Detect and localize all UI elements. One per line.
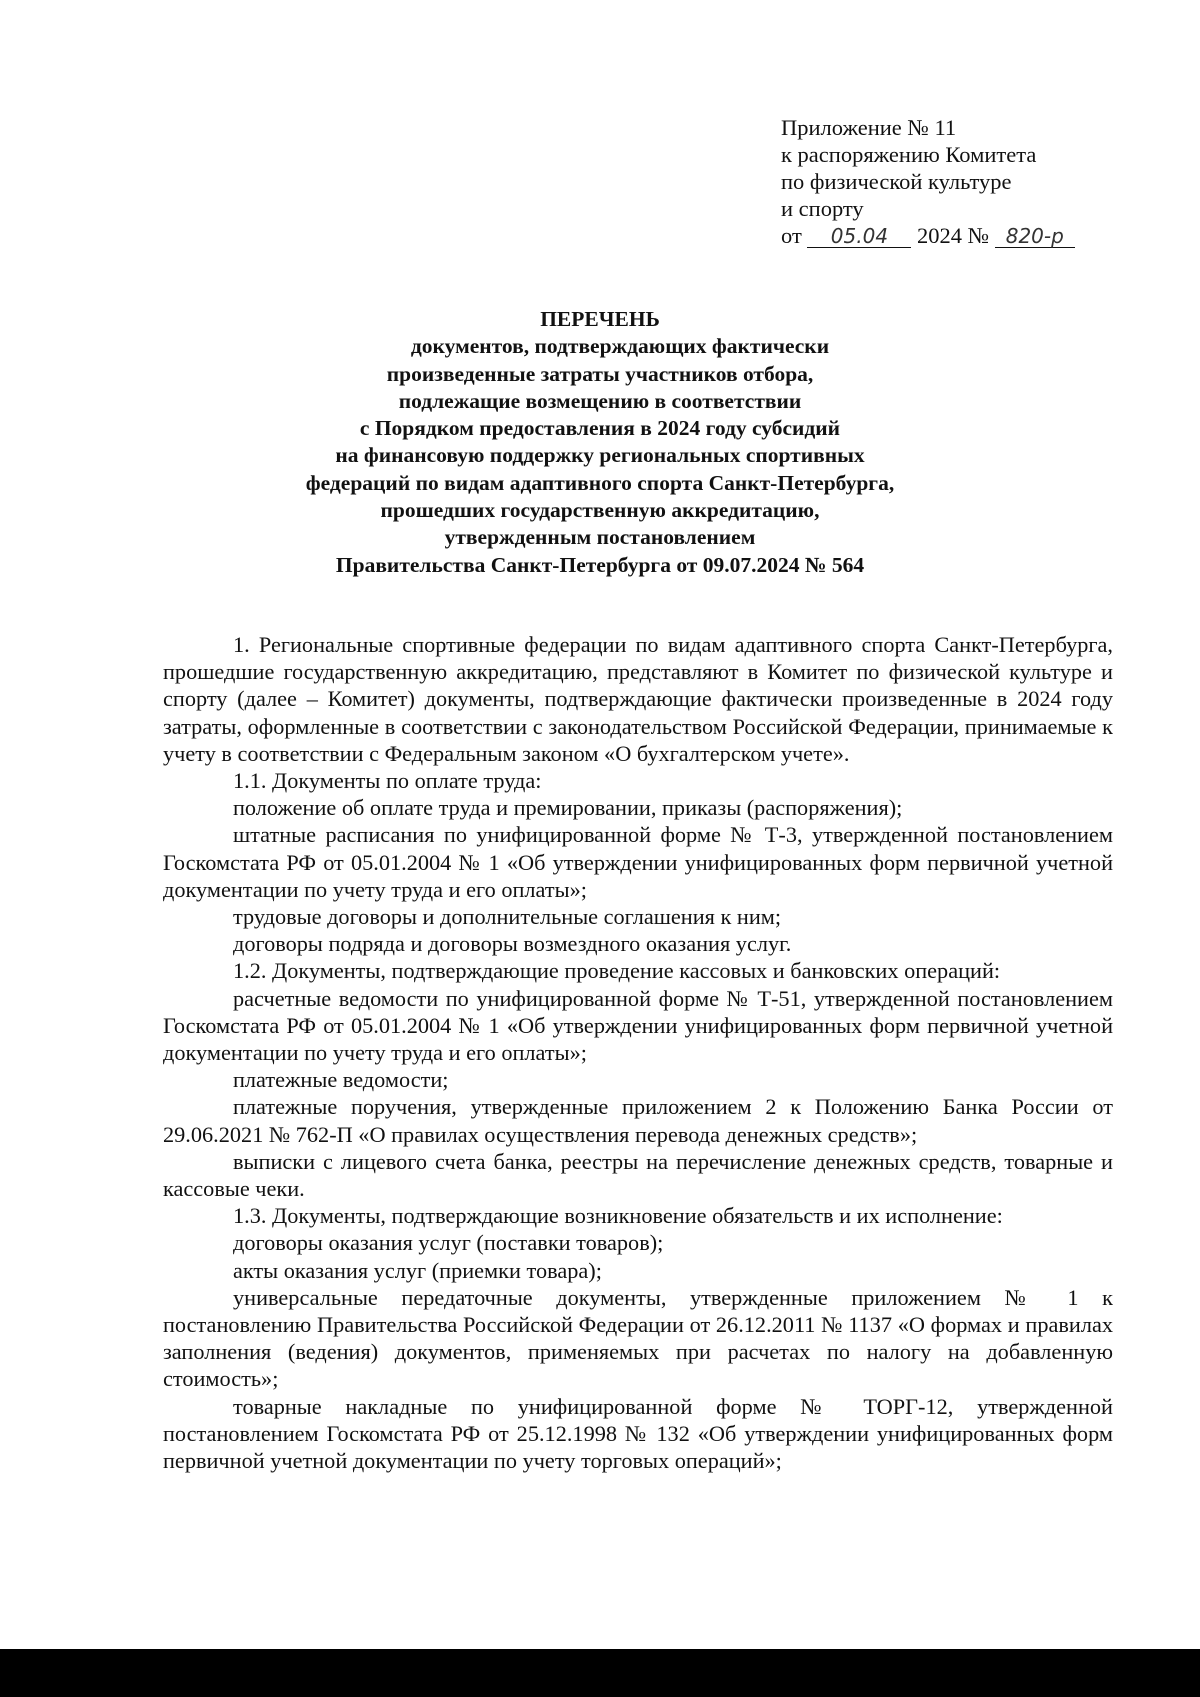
paragraph: товарные накладные по унифицированной форме № ТОРГ-12, утвержденной постановлением Госкомстата РФ от 25.12.1998 № 132 «Об утверждении унифицированных форм первичной учетной документации по учету торговых операций»; [163, 1393, 1113, 1474]
paragraph: штатные расписания по унифицированной форме № Т-3, утвержденной постановлением Госкомстата РФ от 05.01.2004 № 1 «Об утверждении унифицированных форм первичной учетной документации по учету труда и его оплаты»; [163, 822, 1113, 902]
title-line: документов, подтверждающих фактически [410, 334, 830, 359]
title-line: прошедших государственную аккредитацию, [380, 498, 820, 523]
title-line: подлежащие возмещению в соответствии [398, 388, 802, 413]
title-heading: ПЕРЕЧЕНЬ [540, 307, 660, 331]
scan-bottom-border [0, 1649, 1200, 1697]
paragraph: 1.1. Документы по оплате труда: [233, 768, 542, 794]
annex-block [781, 114, 1075, 249]
paragraph: трудовые договоры и дополнительные соглашения к ним; [233, 904, 782, 930]
paragraph: договоры подряда и договоры возмездного оказания услуг. [233, 931, 792, 957]
year-text: 2024 № [917, 223, 990, 248]
title-line: утвержденным постановлением [444, 525, 756, 550]
document-title [150, 306, 1050, 579]
paragraph: акты оказания услуг (приемки товара); [233, 1257, 602, 1283]
handwritten-number: 820-р [995, 225, 1075, 248]
paragraph: расчетные ведомости по унифицированной форме № Т-51, утвержденной постановлением Госкомстата РФ от 05.01.2004 № 1 «Об утверждении унифицированных форм первичной учетной документации по учету труда и его оплаты»; [163, 985, 1113, 1066]
title-line: с Порядком предоставления в 2024 году субсидий [359, 416, 841, 441]
paragraph: платежные ведомости; [233, 1067, 449, 1093]
document-body [163, 631, 1113, 1474]
paragraph: 1.3. Документы, подтверждающие возникновение обязательств и их исполнение: [233, 1203, 1003, 1229]
annex-line: к распоряжению Комитета [781, 142, 1037, 167]
paragraph: 1. Региональные спортивные федерации по видам адаптивного спорта Санкт-Петербурга, прошедшие государственную аккредитацию, представляют в Комитет по физической культуре и спорту (далее – Комитет) документы, подтверждающие фактически произведенные в 2024 году затраты, оформленные в соответствии с законодательством Российской Федерации, принимаемые к учету в соответствии с Федеральным законом «О бухгалтерском учете». [163, 632, 1113, 766]
title-line: федераций по видам адаптивного спорта Санкт-Петербурга, [305, 470, 895, 495]
paragraph: выписки с лицевого счета банка, реестры на перечисление денежных средств, товарные и кассовые чеки. [163, 1148, 1113, 1202]
paragraph: 1.2. Документы, подтверждающие проведение кассовых и банковских операций: [233, 958, 1001, 984]
annex-line: и спорту [781, 196, 864, 221]
handwritten-date: 05.04 [807, 225, 911, 248]
title-line: на финансовую поддержку региональных спортивных [335, 443, 865, 468]
paragraph: положение об оплате труда и премировании, приказы (распоряжения); [233, 795, 903, 821]
title-line: Правительства Санкт-Петербурга от 09.07.2024 № 564 [335, 552, 865, 577]
annex-line: Приложение № 11 [781, 115, 957, 140]
annex-date-line [781, 222, 1075, 249]
date-prefix: от [781, 223, 802, 248]
paragraph: универсальные передаточные документы, утвержденные приложением № 1 к постановлению Правительства Российской Федерации от 26.12.2011 № 1137 «О формах и правилах заполнения (ведения) документов, применяемых при расчетах по налогу на добавленную стоимость»; [163, 1284, 1113, 1392]
annex-line: по физической культуре [781, 169, 1012, 194]
title-line: произведенные затраты участников отбора, [386, 361, 814, 386]
paragraph: платежные поручения, утвержденные приложением 2 к Положению Банка России от 29.06.2021 № 762-П «О правилах осуществления перевода денежных средств»; [163, 1094, 1113, 1147]
paragraph: договоры оказания услуг (поставки товаров); [233, 1230, 664, 1256]
